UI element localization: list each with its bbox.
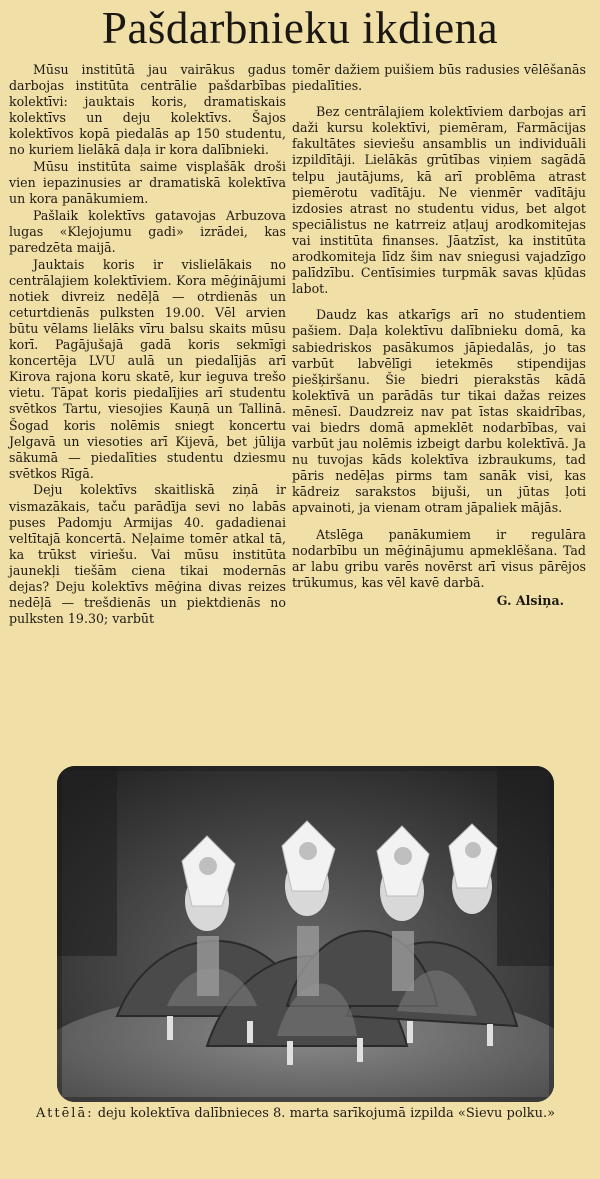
folk-dancers-photo [57,766,554,1102]
photo-caption [36,1106,584,1122]
caption-text: deju kolektīva dalībnieces 8. marta sarīkojumā izpilda «Sievu polku.» [97,1106,556,1121]
article-paragraph: Mūsu institūta saime visplašāk droši vien iepazinusies ar dramatiskā kolektīva un kora panākumiem. [9,159,286,207]
article-title: Pašdarbnieku ikdiena [101,3,499,53]
article-paragraph: Jauktais koris ir vislielākais no centrālajiem kolektīviem. Kora mēģinājumi notiek divreiz nedēļā — otrdienās un ceturtdienās pulksten 19.00. Vēl arvien būtu vēlams lielāks vīru balsu skaits mūsu korī. Pagājušajā gadā koris sekmīgi koncertēja LVU aulā un piedalījās arī Kirova rajona koru skatē, kur ieguva trešo vietu. Tāpat koris piedalījies arī studentu svētkos Tartu, viesojies Kauņā un Tallinā. Šogad koris nolēmis sniegt koncertu Jelgavā un viesoties arī Kijevā, bet jūlija sākumā — piedalīties studentu dziesmu svētkos Rīgā. [9,256,286,481]
caption-lead: Attēlā: [36,1106,94,1121]
article-column-left [9,62,286,628]
article-paragraph: Atslēga panākumiem ir regulāra nodarbību un mēģinājumu apmeklēšana. Tad ar labu gribu varēs novērst arī visus pārējos trūkumus, kas vēl kavē darbā. [292,526,586,590]
photo-illustration [57,766,554,1102]
article-paragraph: Pašlaik kolektīvs gatavojas Arbuzova lugas «Klejojumu gadi» izrādei, kas paredzēta maijā. [9,207,286,256]
article-column-right [292,62,586,609]
article-paragraph: Bez centrālajiem kolektīviem darbojas arī daži kursu kolektīvi, piemēram, Farmācijas fakultātes sieviešu ansamblis un individuāli izpildītāji. Lielākās grūtības viņiem sagādā telpu jautājums, kā arī problēma atrast piemērotu vadītāju. Ne vienmēr vadītāju izdosies atrast no studentu vidus, bet algot speciālistus ne katrreiz atļauj arodkomitejas vai institūta finanses. Jāatzīst, ka institūta arodkomiteja līdz šim nav sniegusi vajadzīgo palīdzību. Centīsimies turpmāk savas kļūdas labot. [292,104,586,297]
author-signature: G. Alsiņa. [496,592,564,608]
article-paragraph: Deju kolektīvs skaitliskā ziņā ir vismazākais, taču parādīja sevi no labās puses Padomju Armijas 40. gadadienai veltītajā koncertā. Neļaime tomēr atkal tā, ka trūkst viriešu. Vai mūsu institūta jaunekļi tiešām ciena tikai modernās dejas? Deju kolektīvs mēģina divas reizes nedēļā — trešdienās un piektdienās no pulksten 19.30; varbūt [9,482,286,627]
article-paragraph: Daudz kas atkarīgs arī no studentiem pašiem. Daļa kolektīvu dalībnieku domā, ka sabiedriskos pasākumos jāpiedalās, jo tas varbūt labvēlīgi ietekmēs stipendijas piešķiršanu. Šie biedri pierakstās kādā kolektīvā un parādās tur tikai dažas reizes mēnesī. Daudzreiz nav pat īstas skaidrības, vai biedrs domā apmeklēt nodarbības, vai varbūt jau nolēmis izbeigt darbu kolektīvā. Ja nu tuvojas kāds kolektīva izbraukums, tad pāris nedēļas pirms tam sanāk visi, kas kādreiz sarakstos bijuši, un jūtas ļoti apvainoti, ja vienam otram jāpaliek mājās. [292,307,586,516]
article-paragraph: Mūsu institūtā jau vairākus gadus darbojas institūta centrālie pašdarbības kolektīvi: jauktais koris, dramatiskais kolektīvs un deju kolektīvs. Šajos kolektīvos kopā piedalās ap 150 studentu, no kuriem lielākā daļa ir kora dalībnieki. [9,62,286,158]
article-paragraph: tomēr dažiem puišiem būs radusies vēlēšanās piedalīties. [292,62,586,94]
